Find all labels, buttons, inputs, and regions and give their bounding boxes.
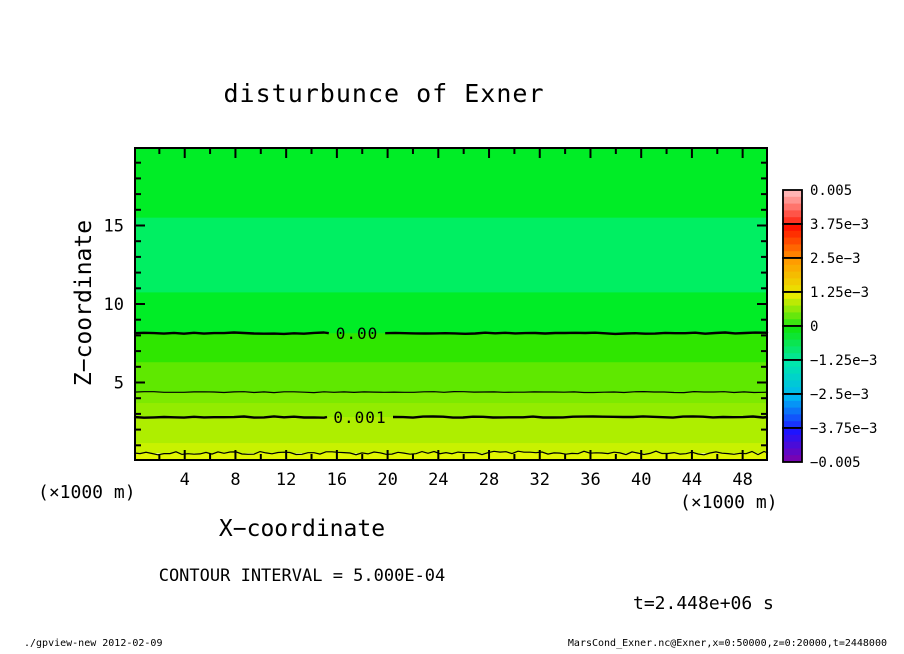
colorbar-cell [783,210,802,217]
colorbar-cell [783,442,802,449]
colorbar-cell [783,231,802,238]
colorbar-cell [783,278,802,285]
colorbar-cell [783,414,802,421]
x-tick-label: 28 [478,470,500,490]
colorbar-cell [783,238,802,245]
contour-line [393,416,768,417]
colorbar-cell [783,346,802,353]
colorbar-label: −0.005 [810,455,861,471]
colorbar-label: 2.5e−3 [810,251,861,267]
colorbar-label: 3.75e−3 [810,217,870,233]
contour-line [134,416,327,417]
colorbar-cell [783,380,802,387]
colorbar-cell [783,333,802,340]
chart-title: disturbunce of Exner [223,79,545,108]
colorbar-cell [783,265,802,272]
z-axis-unit-label: (×1000 m) [38,482,136,503]
colorbar-cell [783,197,802,204]
fill-band [134,333,768,363]
colorbar-cell [783,258,802,265]
fill-band [134,392,768,403]
contour-line [134,333,329,334]
x-tick-label: 48 [732,470,753,490]
colorbar-cell [783,374,802,381]
colorbar-cell [783,394,802,401]
contour-label: 0.001 [333,408,387,428]
colorbar-cell [783,190,802,197]
fill-band [134,292,768,333]
colorbar-cell [783,312,802,319]
colorbar-cell [783,272,802,279]
x-tick-label: 4 [179,470,190,490]
x-axis-unit-label: (×1000 m) [680,492,778,513]
colorbar-cell [783,428,802,435]
colorbar-cell [783,326,802,333]
x-tick-label: 16 [326,470,348,490]
fill-band [134,403,768,417]
z-tick-label: 15 [103,216,124,237]
colorbar-cell [783,360,802,367]
colorbar-label: 1.25e−3 [810,285,870,301]
colorbar-label: −3.75e−3 [810,421,878,437]
fill-band [134,218,768,293]
time-annotation: t=2.448e+06 s [633,593,774,614]
colorbar-cell [783,401,802,408]
colorbar-label: 0.005 [810,183,853,199]
fill-band [134,362,768,392]
fill-band [134,147,768,218]
colorbar-cell [783,448,802,455]
colorbar-cell [783,292,802,299]
colorbar-cell [783,224,802,231]
contour-label: 0.00 [335,324,379,344]
x-tick-label: 20 [377,470,398,490]
footer-source-text: MarsCond_Exner.nc@Exner,x=0:50000,z=0:20000,t=2448000 [567,638,887,649]
x-tick-label: 8 [230,470,241,490]
x-axis-label: X−coordinate [218,516,386,542]
colorbar-cell [783,408,802,415]
footer-command-text: ./gpview-new 2012-02-09 [24,638,163,649]
x-tick-label: 44 [681,470,703,490]
z-tick-label: 5 [113,373,124,394]
colorbar-cell [783,340,802,347]
colorbar-cell [783,204,802,211]
x-tick-label: 40 [630,470,652,490]
colorbar-label: −1.25e−3 [810,353,878,369]
contour-interval-text: CONTOUR INTERVAL = 5.000E-04 [158,566,446,586]
colorbar-cell [783,299,802,306]
contour-line [385,333,768,334]
colorbar-cell [783,244,802,251]
colorbar-label: −2.5e−3 [810,387,870,403]
colorbar-label: 0 [810,319,819,335]
fill-band [134,417,768,444]
x-tick-label: 24 [428,470,449,490]
colorbar-cell [783,435,802,442]
x-tick-label: 32 [529,470,551,490]
colorbar-cell [783,306,802,313]
z-axis-label: Z−coordinate [71,219,97,387]
colorbar-cell [783,367,802,374]
z-tick-label: 10 [103,295,124,315]
x-tick-label: 12 [275,470,297,490]
x-tick-label: 36 [580,470,601,490]
